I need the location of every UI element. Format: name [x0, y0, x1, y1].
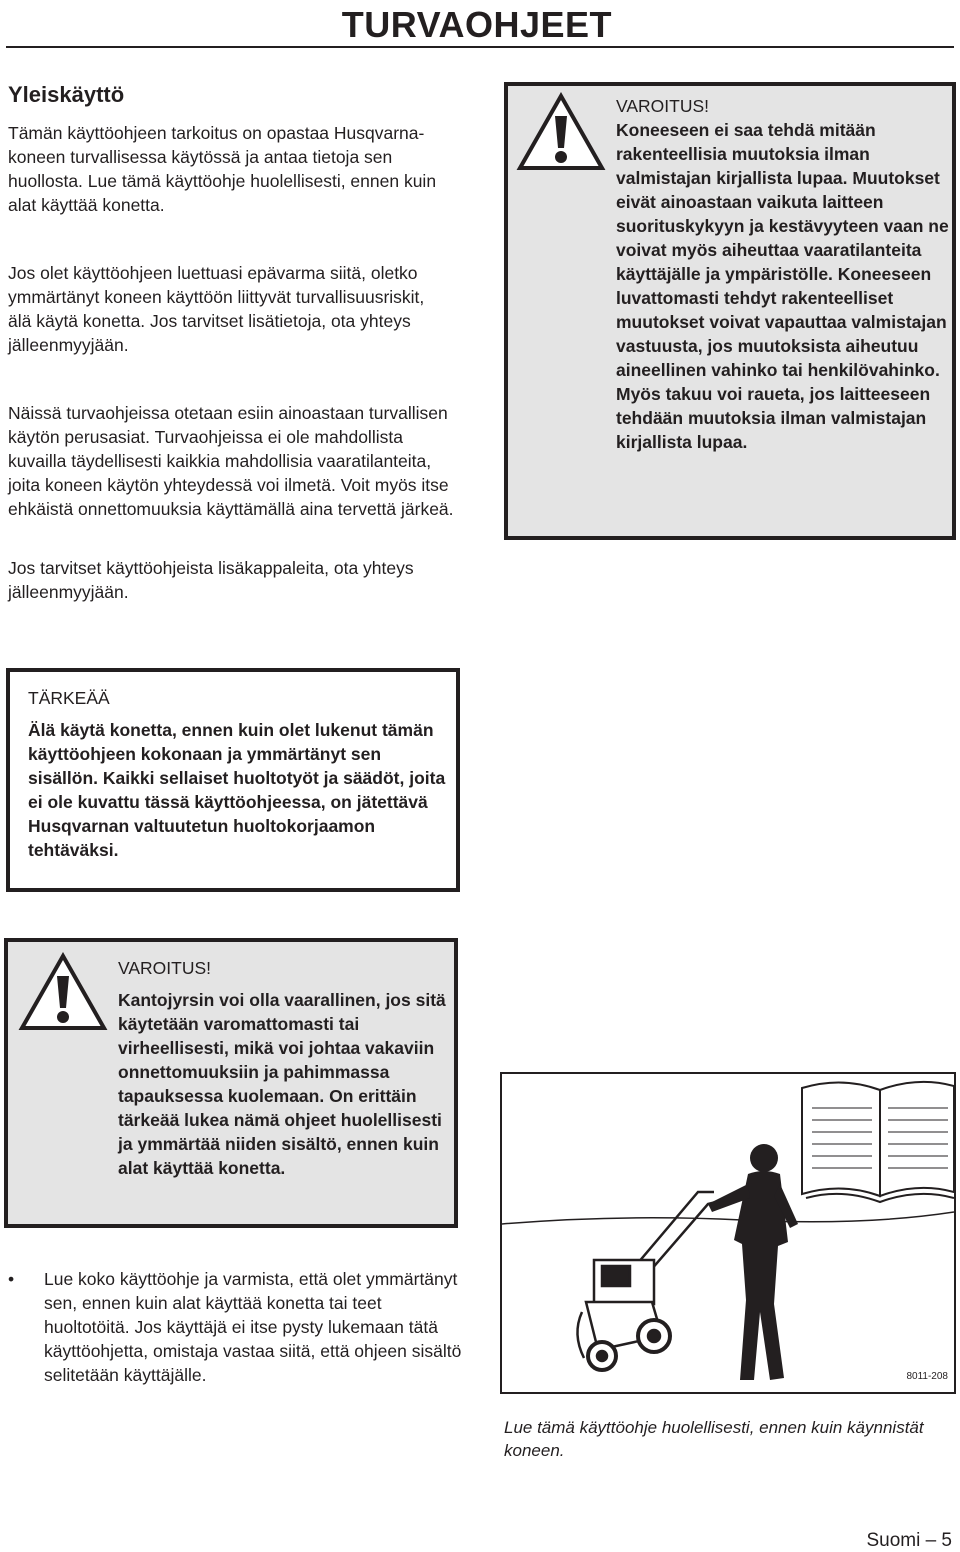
warning-box-danger [4, 938, 458, 1228]
illustration-figure [500, 1072, 956, 1394]
page-title: TURVAOHJEET [341, 4, 612, 45]
paragraph-uncertainty: Jos olet käyttöohjeen luettuasi epävarma siitä, oletko ymmärtänyt koneen käyttöön liittyvät turvallisuusriskit, älä käytä konetta. Jos tarvitset lisätietoja, ota yhteys jälleenmyyjään. [8, 263, 425, 355]
warning-text: Koneeseen ei saa tehdä mitään rakenteellisia muutoksia ilman valmistajan kirjallista lupaa. Muutokset eivät ainoastaan vaikuta laitteen suorituskykyyn ja kestävyyteen vaan ne voivat myös aiheuttaa vaaratilanteita käyttäjälle ja ympäristölle. Koneeseen luvattomasti tehdyt rakenteelliset muutokset voivat vapauttaa valmistajan vastuusta, jos muutoksista aiheutuu aineellinen vahinko tai henkilövahinko. Myös takuu voi raueta, jos laitteeseen tehdään muutoksia ilman valmistajan kirjallista lupaa. [616, 120, 949, 452]
warning-triangle-icon [516, 92, 606, 177]
section-heading: Yleiskäyttö [8, 82, 125, 107]
paragraph-basics: Näissä turvaohjeissa otetaan esiin ainoastaan turvallisen käytön perusasiat. Turvaohjeissa ei ole mahdollista kuvailla täydellisesti kaikkia mahdollisia vaaratilanteita, joita koneen käytön yhteydessä voi ilmetä. Voit myös itse ehkäistä onnettomuuksia käyttämällä aina tervettä järkeä. [8, 403, 454, 519]
bullet-symbol: • [8, 1269, 15, 1289]
warning-triangle-icon [18, 952, 108, 1037]
warning-label: VAROITUS! [616, 96, 710, 116]
paragraph-extra-copies: Jos tarvitset käyttöohjeista lisäkappaleita, ota yhteys jälleenmyyjään. [8, 558, 414, 602]
page-number: Suomi – 5 [866, 1530, 952, 1551]
paragraph-purpose: Tämän käyttöohjeen tarkoitus on opastaa Husqvarna-koneen turvallisessa käytössä ja antaa tietoja sen huollosta. Lue tämä käyttöohje huolellisesti, ennen kuin alat käyttää konetta. [8, 123, 437, 215]
bullet-text: Lue koko käyttöohje ja varmista, että olet ymmärtänyt sen, ennen kuin alat käyttää konetta tai teet huoltotöitä. Jos käyttäjä ei itse pysty lukemaan tätä käyttöohjetta, omistaja vastaa siitä, että ohjeen sisältö selitetään käyttäjälle. [44, 1269, 462, 1385]
warning-label: VAROITUS! [118, 958, 212, 978]
warning-box-modifications [504, 82, 956, 540]
important-label: TÄRKEÄÄ [28, 688, 110, 708]
operator-silhouette [708, 1144, 798, 1380]
operator-reading-manual-illustration [502, 1074, 954, 1392]
title-divider [6, 46, 954, 48]
important-text: Älä käytä konetta, ennen kuin olet lukenut tämän käyttöohjeen kokonaan ja ymmärtänyt sen sisällön. Kaikki sellaiset huoltotyöt ja säädöt, joita ei ole kuvattu tässä käyttöohjeessa, on jätettävä Husqvarnan valtuutetun huoltokorjaamon tehtäväksi. [28, 720, 446, 860]
figure-caption: Lue tämä käyttöohje huolellisesti, ennen kuin käynnistät koneen. [504, 1418, 924, 1460]
book-icon [802, 1082, 954, 1202]
figure-code: 8011-208 [906, 1371, 948, 1382]
warning-text: Kantojyrsin voi olla vaarallinen, jos sitä käytetään varomattomasti tai virheellisesti, mikä voi johtaa vakaviin onnettomuuksiin ja pahimmassa tapauksessa kuolemaan. On erittäin tärkeää lukea nämä ohjeet huolellisesti ja ymmärtää niiden sisältö, ennen kuin alat käyttää konetta. [118, 990, 446, 1178]
important-box [6, 668, 460, 892]
